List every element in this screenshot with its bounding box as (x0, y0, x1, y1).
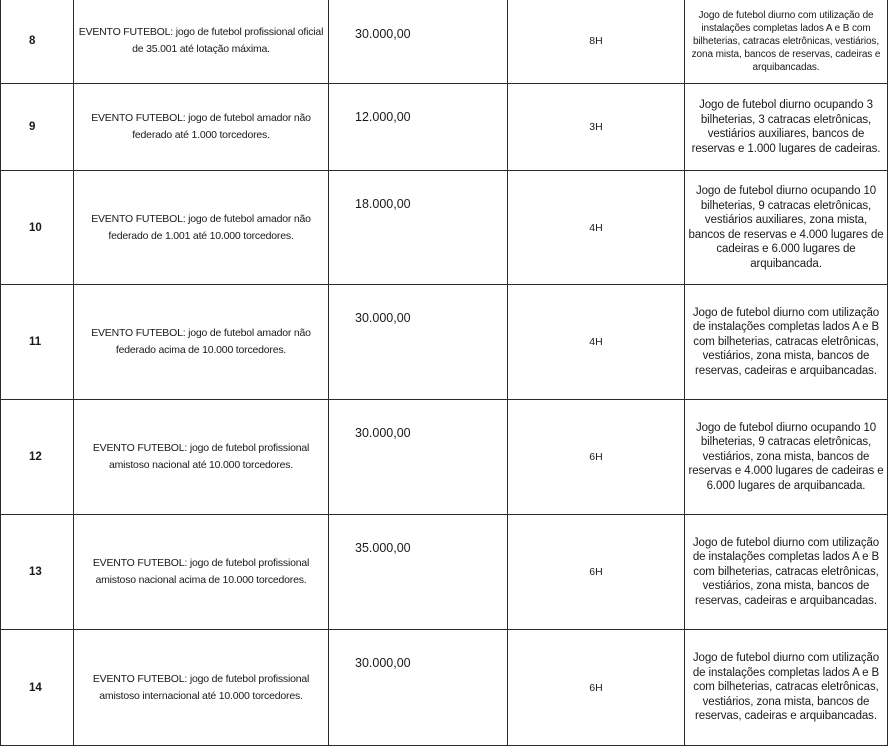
price-value: 30.000,00 (329, 285, 508, 400)
duration: 8H (508, 0, 685, 84)
usage-details: Jogo de futebol diurno com utilização de instalações completas lados A e B com bilheterias, catracas eletrônicas, vestiários, zona mista, bancos de reservas, cadeiras e arquibancadas. (685, 285, 888, 400)
usage-details: Jogo de futebol diurno com utilização de instalações completas lados A e B com bilheterias, catracas eletrônicas, vestiários, zona mista, bancos de reservas, cadeiras e arquibancadas. (685, 630, 888, 746)
item-number: 9 (1, 84, 74, 171)
table-row (1, 0, 888, 84)
item-number: 11 (1, 285, 74, 400)
price-value: 30.000,00 (329, 0, 508, 84)
duration: 6H (508, 630, 685, 746)
item-number: 10 (1, 171, 74, 285)
event-description: EVENTO FUTEBOL: jogo de futebol profissional oficial de 35.001 até lotação máxima. (74, 0, 329, 84)
usage-details: Jogo de futebol diurno com utilização de instalações completas lados A e B com bilheterias, catracas eletrônicas, vestiários, zona mista, bancos de reservas, cadeiras e arquibancadas. (685, 515, 888, 630)
event-description: EVENTO FUTEBOL: jogo de futebol amador não federado até 1.000 torcedores. (74, 84, 329, 171)
item-number: 14 (1, 630, 74, 746)
table-row (1, 285, 888, 400)
price-value: 30.000,00 (329, 630, 508, 746)
item-number: 13 (1, 515, 74, 630)
duration: 6H (508, 515, 685, 630)
usage-details: Jogo de futebol diurno ocupando 10 bilheterias, 9 catracas eletrônicas, vestiários, zona mista, bancos de reservas e 4.000 lugares de cadeiras e 6.000 lugares de arquibancada. (685, 400, 888, 515)
item-number: 8 (1, 0, 74, 84)
event-description: EVENTO FUTEBOL: jogo de futebol amador não federado de 1.001 até 10.000 torcedores. (74, 171, 329, 285)
event-description: EVENTO FUTEBOL: jogo de futebol amador não federado acima de 10.000 torcedores. (74, 285, 329, 400)
price-value: 30.000,00 (329, 400, 508, 515)
table-row (1, 84, 888, 171)
table-row (1, 515, 888, 630)
table-row (1, 400, 888, 515)
price-value: 12.000,00 (329, 84, 508, 171)
usage-details: Jogo de futebol diurno ocupando 3 bilheterias, 3 catracas eletrônicas, vestiários auxiliares, bancos de reservas e 1.000 lugares de cadeiras. (685, 84, 888, 171)
usage-details: Jogo de futebol diurno ocupando 10 bilheterias, 9 catracas eletrônicas, vestiários auxiliares, zona mista, bancos de reservas e 4.000 lugares de cadeiras e 6.000 lugares de arquibancada. (685, 171, 888, 285)
event-description: EVENTO FUTEBOL: jogo de futebol profissional amistoso nacional acima de 10.000 torcedores. (74, 515, 329, 630)
duration: 4H (508, 171, 685, 285)
event-description: EVENTO FUTEBOL: jogo de futebol profissional amistoso nacional até 10.000 torcedores. (74, 400, 329, 515)
duration: 4H (508, 285, 685, 400)
duration: 3H (508, 84, 685, 171)
usage-details: Jogo de futebol diurno com utilização de instalações completas lados A e B com bilheterias, catracas eletrônicas, vestiários, zona mista, bancos de reservas, cadeiras e arquibancadas. (685, 0, 888, 84)
table-row (1, 171, 888, 285)
duration: 6H (508, 400, 685, 515)
event-description: EVENTO FUTEBOL: jogo de futebol profissional amistoso internacional até 10.000 torcedores. (74, 630, 329, 746)
price-value: 35.000,00 (329, 515, 508, 630)
item-number: 12 (1, 400, 74, 515)
price-value: 18.000,00 (329, 171, 508, 285)
table-row (1, 630, 888, 746)
